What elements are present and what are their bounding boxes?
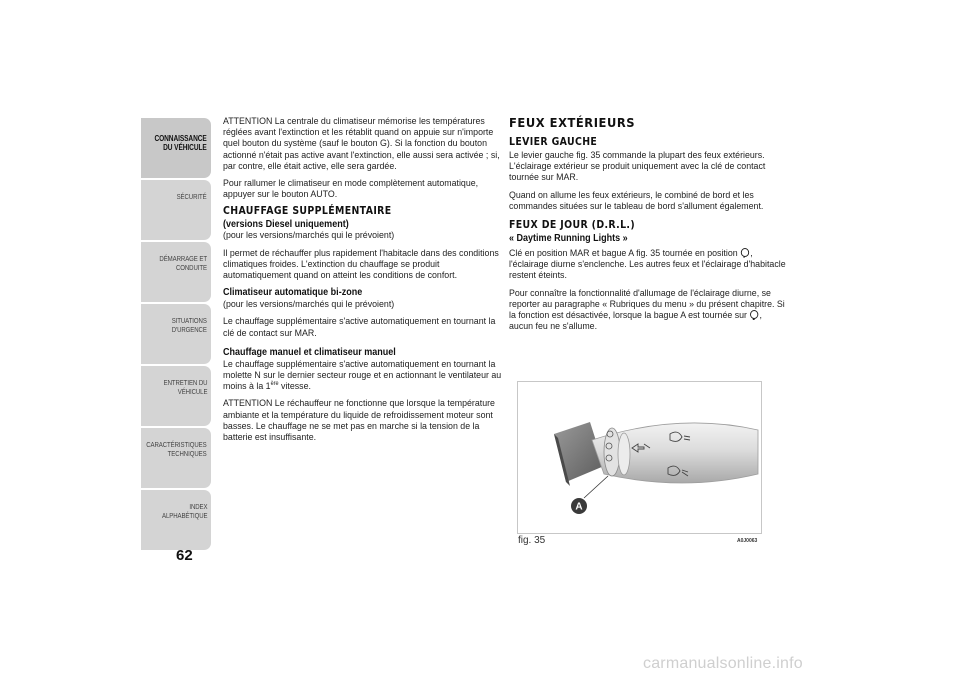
availability-note: (pour les versions/marchés qui le prévoient) bbox=[223, 299, 395, 311]
subsection-heading: FEUX DE JOUR (D.R.L.) bbox=[509, 220, 636, 232]
superscript: ère bbox=[270, 381, 279, 388]
tab-label: SÉCURITÉ bbox=[177, 192, 207, 201]
tab-connaissance-du-vehicule[interactable] bbox=[141, 118, 211, 178]
lever-figure bbox=[517, 381, 762, 534]
page-number: 62 bbox=[176, 547, 193, 564]
section-heading: FEUX EXTÉRIEURS bbox=[509, 115, 636, 130]
drl-ring-icon bbox=[741, 248, 749, 257]
tab-index-alphabetique[interactable] bbox=[141, 490, 211, 550]
tab-label: CONNAISSANCE DU VÉHICULE bbox=[154, 134, 207, 152]
left-column bbox=[223, 116, 503, 449]
figure-caption: fig. 35 bbox=[518, 535, 546, 546]
tab-situations-d-urgence[interactable] bbox=[141, 304, 211, 364]
paragraph: Il permet de réchauffer plus rapidement l'habitacle dans des conditions climatiques froides. L'extinction du chauffage se produit automatiquement quand on atteint les conditions de confort. bbox=[223, 247, 499, 282]
section-heading: CHAUFFAGE SUPPLÉMENTAIRE bbox=[223, 206, 392, 218]
tab-label: SITUATIONS D'URGENCE bbox=[171, 316, 207, 334]
paragraph: Le levier gauche fig. 35 commande la plupart des feux extérieurs. L'éclairage extérieur se produit uniquement avec la clé de contact tournée sur MAR. bbox=[509, 150, 766, 184]
subsection-subheading: « Daytime Running Lights » bbox=[509, 233, 628, 245]
section-subheading: (versions Diesel uniquement) bbox=[223, 219, 349, 231]
attention-paragraph: ATTENTION Le réchauffeur ne fonctionne que lorsque la température ambiante et la température du liquide de refroidissement moteur sont basses. Le chauffage ne se met pas en marche si la tension de la batterie est insuffisante. bbox=[223, 398, 495, 444]
availability-note: (pour les versions/marchés qui le prévoient) bbox=[223, 230, 395, 242]
tab-entretien-du-vehicule[interactable] bbox=[141, 366, 211, 426]
drl-ring-icon bbox=[750, 310, 758, 319]
tab-demarrage-et-conduite[interactable] bbox=[141, 242, 211, 302]
text-run: , aucun feu ne s'allume. bbox=[509, 310, 763, 333]
paragraph: Le chauffage supplémentaire s'active automatiquement en tournant la clé de contact sur MAR. bbox=[223, 316, 496, 339]
paragraph: Quand on allume les feux extérieurs, le combiné de bord et les commandes situées sur le tableau de bord s'allument également. bbox=[509, 189, 764, 212]
lever-illustration bbox=[518, 382, 762, 534]
text-run: vitesse. bbox=[278, 381, 311, 393]
right-column bbox=[509, 116, 789, 338]
ring-b bbox=[618, 433, 630, 475]
paragraph bbox=[509, 248, 787, 282]
subsection-heading: Chauffage manuel et climatiseur manuel bbox=[223, 346, 396, 358]
ring-a bbox=[604, 428, 620, 476]
tab-securite[interactable] bbox=[141, 180, 211, 240]
tab-label: ENTRETIEN DU VÉHICULE bbox=[163, 378, 207, 396]
paragraph bbox=[509, 288, 787, 333]
tab-label: CARACTÉRISTIQUES TECHNIQUES bbox=[146, 440, 207, 458]
paragraph: Pour rallumer le climatiseur en mode complètement automatique, appuyer sur le bouton AUTO. bbox=[223, 178, 479, 201]
attention-paragraph: ATTENTION La centrale du climatiseur mémorise les températures réglées avant l'extinction et les rétablit quand on appuie sur n'importe quel bouton du système (sauf le bouton G). Si la fonction du bouton actionné n'était pas active avant l'extinction, elle aussi sera activée ; si, par contre, elle était active, elle sera gardée. bbox=[223, 116, 500, 172]
paragraph bbox=[223, 359, 501, 393]
figure-code: A0J0063 bbox=[737, 538, 758, 544]
text-run: Le chauffage supplémentaire s'active automatiquement en tournant la molette N sur le dernier secteur rouge et en actionnant le ventilateur au moins à la 1 bbox=[223, 358, 502, 393]
subsection-heading: LEVIER GAUCHE bbox=[509, 137, 598, 148]
callout-leader bbox=[584, 476, 608, 498]
tab-label: DÉMARRAGE ET CONDUITE bbox=[159, 254, 207, 272]
text-run: Pour connaître la fonctionnalité d'allumage de l'éclairage diurne, se reporter au paragraphe « Rubriques du menu » du présent chapitre. Si la fonction est désactivée, lorsque la bague A est tournée sur bbox=[509, 287, 785, 322]
watermark: carmanualsonline.info bbox=[643, 655, 803, 672]
text-run: , l'éclairage diurne s'enclenche. Les autres feux et l'éclairage d'habitacle restent éteints. bbox=[509, 248, 786, 282]
text-run: Clé en position MAR et bague A fig. 35 tournée en position bbox=[509, 248, 741, 260]
subsection-heading: Climatiseur automatique bi-zone bbox=[223, 287, 363, 299]
tab-label: INDEX ALPHABÉTIQUE bbox=[161, 502, 207, 520]
callout-label: A bbox=[575, 501, 583, 513]
tab-caracteristiques-techniques[interactable] bbox=[141, 428, 211, 488]
